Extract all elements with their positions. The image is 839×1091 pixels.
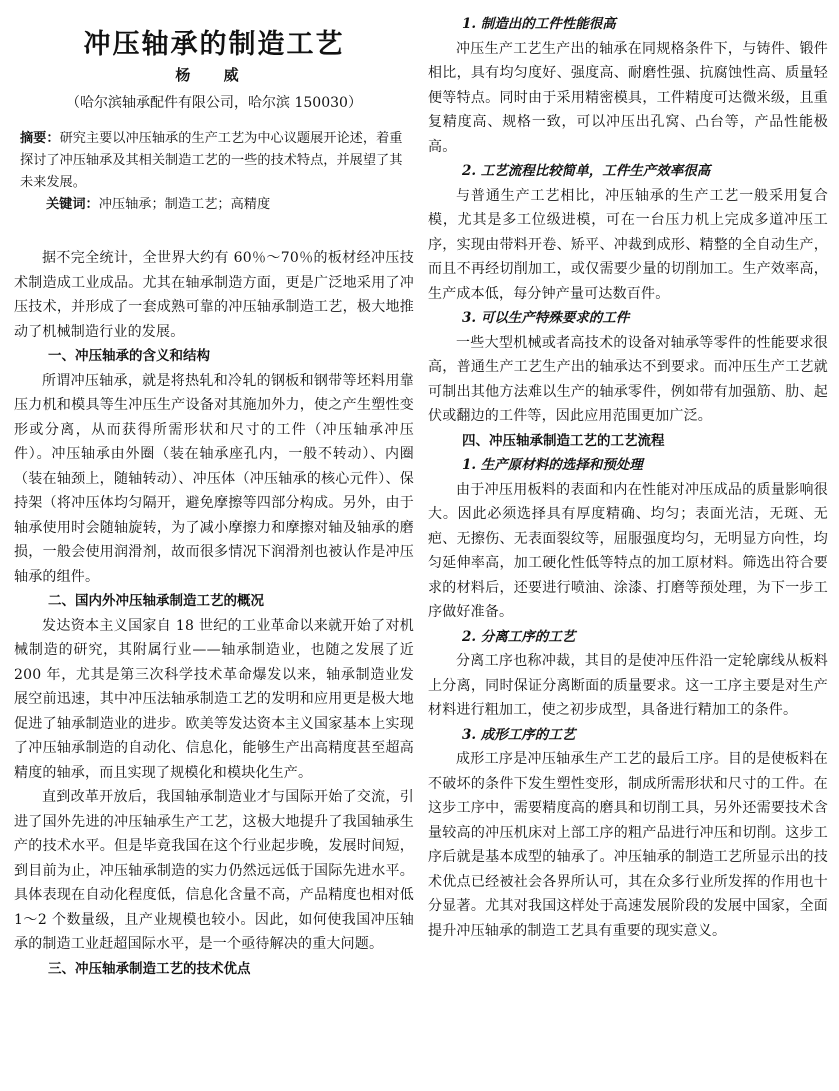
keywords [20,194,410,216]
author-name: 杨 威 [175,66,253,84]
advantage-2-paragraph: 与普通生产工艺相比，冲压轴承的生产工艺一般采用复合模，尤其是多工位级进模，可在一台压力机上完成多道冲压工序，实现由带料开卷、矫平、冲裁到成形、精整的全自动生产，而且不再经切削加工，或仅需要少量的切削加工。生产效率高，生产成本低，每分钟产量可达数百件。 [428,187,828,302]
author-affiliation: （哈尔滨轴承配件有限公司，哈尔滨 150030） [66,95,362,111]
section-1-paragraph: 所谓冲压轴承，就是将热轧和冷轧的钢板和钢带等坯料用靠压力机和模具等生冲压生产设备对其施加外力，使之产生塑性变形或分离，从而获得所需形状和尺寸的工件（冲压轴承冲压件）。冲压轴承由外圈（装在轴承座孔内，一般不转动）、内圈（装在轴颈上，随轴转动）、冲压体（冲压轴承的核心元件）、保持架（将冲压体均匀隔开，避免摩擦等四部分构成。另外，由于轴承使用时会随轴旋转，为了减小摩擦力和摩擦对轴及轴承的磨损，一般会使用润滑剂，故而很多情况下润滑剂也被认作是冲压轴承的组件。 [14,372,414,585]
section-4-heading: 四、冲压轴承制造工艺的工艺流程 [462,432,665,449]
intro-paragraph: 据不完全统计，全世界大约有 60％～70％的板材经冲压技术制造成工业成品。尤其在轴承制造方面，更是广泛地采用了冲压技术，并形成了一套成熟可靠的冲压轴承制造工艺，极大地推动了机械制造行业的发展。 [14,250,414,340]
advantage-2-heading: 2. 工艺流程比较简单，工件生产效率很高 [462,163,711,179]
process-2-paragraph: 分离工序也称冲裁，其目的是使冲压件沿一定轮廓线从板料上分离，同时保证分离断面的质量要求。这一工序主要是对生产材料进行粗加工，使之初步成型，具备进行精加工的条件。 [428,653,828,718]
process-2-heading: 2. 分离工序的工艺 [462,628,576,645]
section-2-paragraph-2: 直到改革开放后，我国轴承制造业才与国际开始了交流，引进了国外先进的冲压轴承生产工艺，这极大地提升了我国轴承生产的技术水平。但是毕竟我国在这个行业起步晚，发展时间短，到目前为止，冲压轴承制造的实力仍然远远低于国际先进水平。具体表现在自动化程度低，信息化含量不高，产品精度也相对低 1～2 个数量级，且产业规模也较小。因此，如何使我国冲压轴承的制造工业赶超国际水平，是一个亟待解决的重大问题。 [14,789,414,952]
abstract-label: 摘要： [20,131,60,146]
keywords-label: 关键词： [46,197,99,212]
advantage-1-paragraph: 冲压生产工艺生产出的轴承在同规格条件下，与铸件、锻件相比，具有均匀度好、强度高、耐磨性强、抗腐蚀性高、质量轻便等特点。同时由于采用精密模具，工件精度可达微米级，且重复精度高、规格一致，可以冲压出孔窝、凸台等，产品性能极高。 [428,40,828,155]
advantage-3-heading: 3. 可以生产特殊要求的工件 [462,310,630,326]
section-2-heading: 二、国内外冲压轴承制造工艺的概况 [48,593,264,609]
process-1-paragraph: 由于冲压用板料的表面和内在性能对冲压成品的质量影响很大。因此必须选择具有厚度精确、均匀；表面光洁，无斑、无疤、无擦伤、无表面裂纹等，屈服强度均匀，无明显方向性，均匀延伸率高，加工硬化性低等特点的加工原材料。筛选出符合要求的材料后，还要进行喷油、涂漆、打磨等预处理，为下一步工序做好准备。 [428,481,828,620]
abstract-text: 研究主要以冲压轴承的生产工艺为中心议题展开论述，着重探讨了冲压轴承及其相关制造工艺的一些的技术特点，并展望了其未来发展。 [20,131,403,190]
process-3-paragraph: 成形工序是冲压轴承生产工艺的最后工序。目的是使板料在不破坏的条件下发生塑性变形，制成所需形状和尺寸的工件。在这步工序中，需要精度高的磨具和切削工具，另外还需要技术含量较高的冲压机床对上部工序的粗产品进行冲压和切削。这步工序后就是基本成型的轴承了。冲压轴承的制造工艺所显示出的技术优点已经被社会各界所认可，其在众多行业所发挥的作用也十分显著。尤其对我国这样处于高速发展阶段的发展中国家，全面提升冲压轴承的制造工艺具有重要的现实意义。 [428,751,828,939]
right-body [428,12,828,943]
section-1-heading: 一、冲压轴承的含义和结构 [48,348,210,364]
advantage-3-paragraph: 一些大型机械或者高技术的设备对轴承等零件的性能要求很高，普通生产工艺生产出的轴承达不到要求。而冲压生产工艺就可制出其他方法难以生产的轴承零件，例如带有加强筋、肋、起伏或翻边的工件等，因此应用范围更加广泛。 [428,334,828,424]
left-body [14,246,414,981]
section-2-paragraph-1: 发达资本主义国家自 18 世纪的工业革命以来就开始了对机械制造的研究，其附属行业——轴承制造业，也随之发展了近 200 年，尤其是第三次科学技术革命爆发以来，轴承制造业发展空前迅速，其中冲压法轴承制造工艺的发明和应用更是极大地促进了轴承制造业的进步。欧美等发达资本主义国家基本上实现了冲压轴承制造的自动化、信息化，能够生产出高精度甚至超高精度的轴承，而且实现了规模化和模块化生产。 [14,617,414,781]
section-3-heading: 三、冲压轴承制造工艺的技术优点 [48,960,251,977]
abstract [20,128,410,194]
paper-title: 冲压轴承的制造工艺 [83,29,345,60]
advantage-1-heading: 1. 制造出的工件性能很高 [462,16,616,32]
abstract-block [20,128,410,216]
process-1-heading: 1. 生产原材料的选择和预处理 [462,457,643,473]
process-3-heading: 3. 成形工序的工艺 [462,726,576,743]
keywords-text: 冲压轴承；制造工艺；高精度 [98,197,271,212]
